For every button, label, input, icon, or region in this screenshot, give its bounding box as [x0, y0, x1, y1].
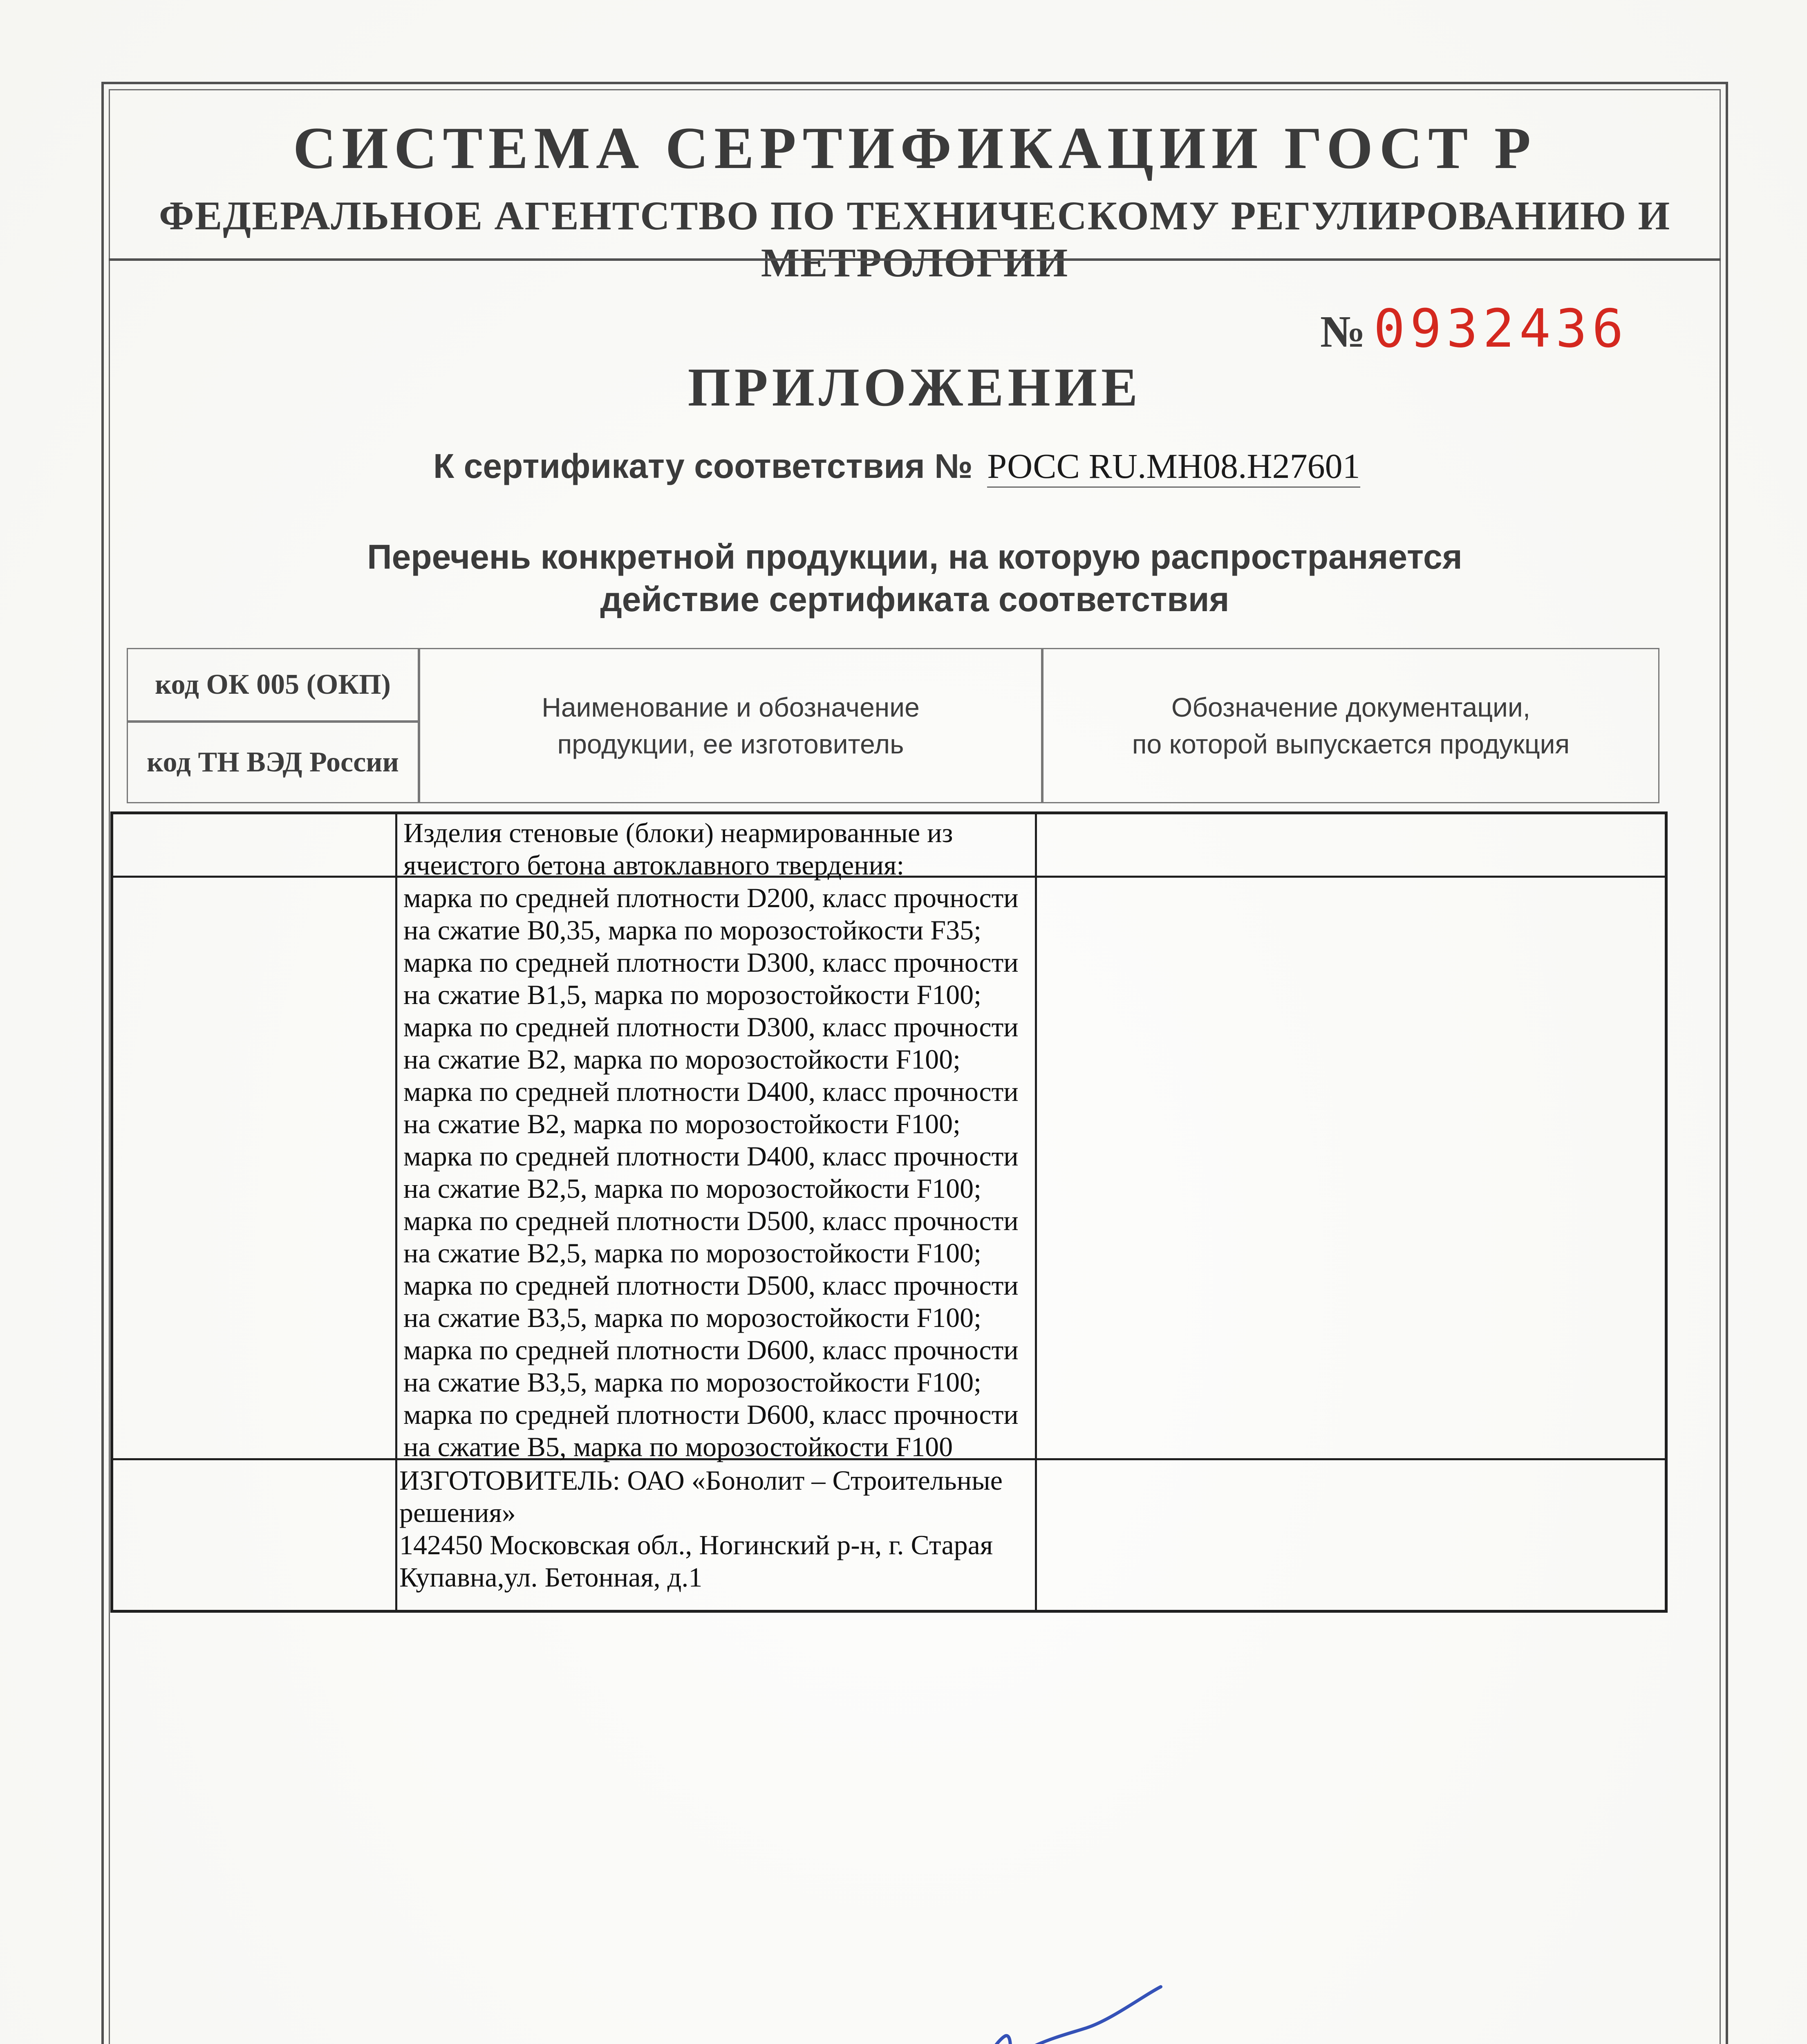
product-grade-line: марка по средней плотности D500, класс прочности	[403, 1270, 1019, 1301]
product-grade-line: на сжатие В2, марка по морозостойкости F100;	[403, 1044, 961, 1075]
product-title-line1: Изделия стеновые (блоки) неармированные из	[403, 817, 953, 848]
product-table	[110, 811, 1668, 1613]
documentation-header	[1042, 648, 1659, 803]
address-line2: Купавна,ул. Бетонная, д.1	[399, 1562, 703, 1593]
product-list-title	[109, 536, 1721, 621]
product-name-header-line2: продукции, ее изготовитель	[557, 729, 904, 759]
product-grade-line: на сжатие В2,5, марка по морозостойкости F100;	[403, 1237, 981, 1269]
product-name-header-line1: Наименование и обозначение	[542, 692, 920, 722]
product-grade-line: марка по средней плотности D400, класс прочности	[403, 1141, 1019, 1172]
serial-number-sign: №	[1320, 307, 1366, 356]
certificate-number: РОСС RU.МН08.Н27601	[987, 446, 1360, 488]
certificate-reference-label: К сертификату соответствия №	[433, 447, 973, 485]
product-grade-line: на сжатие В2, марка по морозостойкости F100;	[403, 1108, 961, 1139]
table-column-divider	[395, 814, 397, 1610]
product-grade-line: марка по средней плотности D300, класс прочности	[403, 1011, 1019, 1042]
product-title-cell	[403, 817, 953, 881]
okp-code-header	[127, 648, 419, 722]
documentation-header-line1: Обозначение документации,	[1171, 692, 1531, 722]
document-title: ПРИЛОЖЕНИЕ	[687, 357, 1142, 417]
table-column-divider	[1035, 814, 1037, 1610]
certificate-reference	[433, 446, 1360, 486]
product-grade-line: марка по средней плотности D600, класс прочности	[403, 1334, 1019, 1365]
address-line1: 142450 Московская обл., Ногинский р-н, г. Старая	[399, 1529, 993, 1560]
manufacturer-cell	[399, 1464, 1003, 1594]
manufacturer-line1: ИЗГОТОВИТЕЛЬ: ОАО «Бонолит – Строительные	[399, 1465, 1003, 1496]
okp-code-label: код ОК 005 (ОКП)	[155, 669, 391, 700]
product-grade-line: марка по средней плотности D400, класс прочности	[403, 1076, 1019, 1107]
serial-number-block	[1320, 298, 1628, 359]
product-list-title-line1: Перечень конкретной продукции, на которую распространяется	[367, 538, 1462, 576]
agency-title: ФЕДЕРАЛЬНОЕ АГЕНТСТВО ПО ТЕХНИЧЕСКОМУ РЕГУЛИРОВАНИЮ И МЕТРОЛОГИИ	[159, 193, 1671, 285]
product-grade-line: марка по средней плотности D500, класс прочности	[403, 1205, 1019, 1236]
serial-number: 0932436	[1373, 298, 1628, 359]
product-grade-line: марка по средней плотности D300, класс прочности	[403, 947, 1019, 978]
product-name-header	[419, 648, 1042, 803]
product-grades-cell	[403, 882, 1019, 1463]
product-grade-line: на сжатие В3,5, марка по морозостойкости F100;	[403, 1367, 981, 1398]
head-signature	[883, 1987, 1341, 2044]
product-grade-line: марка по средней плотности D600, класс прочности	[403, 1399, 1019, 1430]
product-grade-line: на сжатие В3,5, марка по морозостойкости F100;	[403, 1302, 981, 1333]
tnved-code-label: код ТН ВЭД России	[147, 746, 399, 778]
product-grade-line: на сжатие В1,5, марка по морозостойкости F100;	[403, 979, 981, 1010]
tnved-code-header	[127, 722, 419, 803]
header-divider	[109, 258, 1721, 261]
handwritten-signatures	[777, 1970, 1349, 2044]
product-grade-line: на сжатие В2,5, марка по морозостойкости F100;	[403, 1173, 981, 1204]
product-grade-line: на сжатие В5, марка по морозостойкости F100	[403, 1431, 953, 1462]
product-grade-line: марка по средней плотности D200, класс прочности	[403, 882, 1019, 913]
documentation-header-line2: по которой выпускается продукция	[1132, 729, 1570, 759]
manufacturer-line2: решения»	[399, 1497, 516, 1528]
product-title-line2: ячеистого бетона автоклавного твердения:	[403, 849, 905, 881]
system-title: СИСТЕМА СЕРТИФИКАЦИИ ГОСТ Р	[293, 115, 1537, 181]
product-grade-line: на сжатие В0,35, марка по морозостойкости F35;	[403, 914, 981, 946]
product-list-title-line2: действие сертификата соответствия	[600, 580, 1229, 619]
